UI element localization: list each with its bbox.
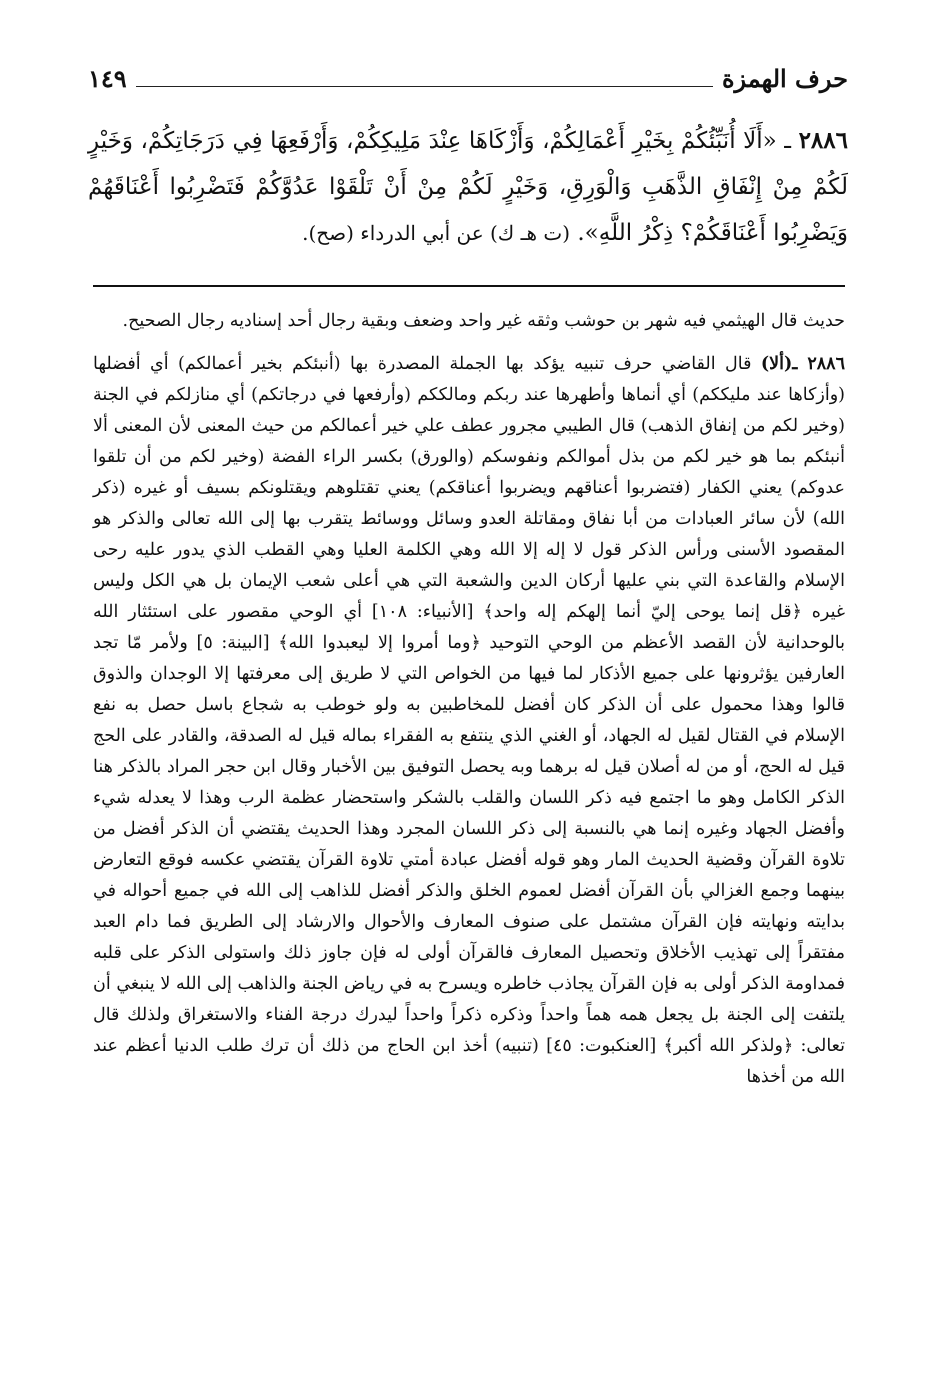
hadith-separator: ـ	[776, 128, 792, 154]
commentary-paragraph-2	[93, 349, 845, 1093]
commentary-paragraph-1: حديث قال الهيثمي فيه شهر بن حوشب وثقه غير واحد وضعف وبقية رجال أحد إسناديه رجال الصحيح.	[122, 311, 845, 331]
page-number: ١٤٩	[88, 64, 127, 93]
running-title: حرف الهمزة	[721, 64, 848, 93]
hadith-source: (ت هـ ك) عن أبي الدرداء (صح).	[302, 221, 571, 245]
footnote-divider	[93, 285, 845, 287]
commentary-body: قال القاضي حرف تنبيه يؤكد بها الجملة المصدرة بها (أنبئكم بخير أعمالكم) أي أفضلها (وأزكاها عند مليككم) أي أنماها وأطهرها عند ربكم ومالككم (وأرفعها في درجاتكم) أي منازلكم في الجنة (وخير لكم من إنفاق الذهب) قال الطيبي مجرور عطف علي خير أعمالكم من حيث المعنى لأن المعنى ألا أنبئكم بما هو خير لكم من بذل أموالكم ونفوسكم (والورق) بكسر الراء الفضة (وخير لكم من أن تلقوا عدوكم) يعني الكفار (فتضربوا أعناقهم ويضربوا أعناقكم) يعني تقتلوهم ويقتلونكم بسيف أو غيره (ذكر الله) لأن سائر العبادات من أبا نفاق ومقاتلة العدو وسائل ووسائط يتقرب بها إلى الله تعالى والذكر هو المقصود الأسنى ورأس الذكر قول لا إله إلا الله وهي الكلمة العليا وهي القطب الذي يدور عليه رحى الإسلام والقاعدة التي بني عليها أركان الدين والشعبة التي هي أعلى شعب الإيمان بل هي الكل وليس غيره ﴿قل إنما يوحى إليّ أنما إلهكم إله واحد﴾ [الأنبياء: ١٠٨] أي الوحي مقصور على استئثار الله بالوحدانية لأن القصد الأعظم من الوحي التوحيد ﴿وما أمروا إلا ليعبدوا الله﴾ [البينة: ٥] ولأمر مّا تجد العارفين يؤثرونها على جميع الأذكار لما فيها من الخواص التي لا طريق إلى معرفتها إلا الوجدان والذوق قالوا وهذا محمول على أن الذكر كان أفضل للمخاطبين به ولو خوطب به شجاع باسل حصل به نفع الإسلام في القتال لقيل له الجهاد، أو الغني الذي ينتفع به الفقراء بماله قيل له الصدقة، والقادر على الحج قيل له الحج، أو من له أصلان قيل له برهما وبه يحصل التوفيق بين الأخبار وقال ابن حجر المراد بالذكر هنا الذكر الكامل وهو ما اجتمع فيه ذكر اللسان والقلب بالشكر واستحضار عظمة الرب وهذا لا يعدله شيء وأفضل الجهاد وغيره إنما هي بالنسبة إلى ذكر اللسان المجرد وهذا الحديث يقتضي أن الذكر أفضل من تلاوة القرآن وقضية الحديث المار وهو قوله أفضل عبادة أمتي تلاوة القرآن يقتضي عكسه فوقع التعارض بينهما وجمع الغزالي بأن القرآن أفضل لعموم الخلق والذكر أفضل للذاهب إلى الله في جميع أحواله في بدايته ونهايته فإن القرآن مشتمل على صنوف المعارف والأحوال والارشاد إلى الطريق فما دام العبد مفتقراً إلى تهذيب الأخلاق وتحصيل المعارف فالقرآن أولى له فإن جاوز ذلك واستولى الذكر على قلبه فمداومة الذكر أولى به فإن القرآن يجاذب خاطره ويسرح به في رياض الجنة والذاهب إلى الله لا ينبغي أن يلتفت إلى الجنة بل يجعل همه هماً واحداً وذكره ذكراً واحداً ليدرك درجة الفناء والاستغراق ولذلك قال تعالى: ﴿ولذكر الله أكبر﴾ [العنكبوت: ٤٥] (تنبيه) أخذ ابن الحاج من ذلك أن ترك طلب الدنيا أعظم عند الله من أخذها	[93, 354, 845, 1087]
header-rule	[136, 86, 713, 87]
commentary-lead-word: (ألا)	[760, 354, 793, 374]
commentary-block	[93, 306, 845, 1093]
hadith-text-block	[88, 118, 848, 256]
hadith-matn: «أَلَا أُنَبِّئُكُمْ بِخَيْرِ أَعْمَالِكُمْ، وَأَزْكَاهَا عِنْدَ مَلِيكِكُمْ، وَأَرْفَعِهَا فِي دَرَجَاتِكُمْ، وَخَيْرٍ لَكُمْ مِنْ إِنْفَاقِ الذَّهَبِ وَالْوَرِقِ، وَخَيْرٍ لَكُمْ مِنْ أَنْ تَلْقَوْا عَدُوَّكُمْ فَتَضْرِبُوا أَعْنَاقَهُمْ وَيَضْرِبُوا أَعْنَاقَكُمْ؟ ذِكْرُ اللَّهِ».	[88, 128, 848, 246]
page-header	[88, 62, 848, 98]
hadith-number: ٢٨٨٦	[798, 127, 848, 154]
commentary-hadith-number: ٢٨٨٦ ـ	[792, 354, 845, 374]
